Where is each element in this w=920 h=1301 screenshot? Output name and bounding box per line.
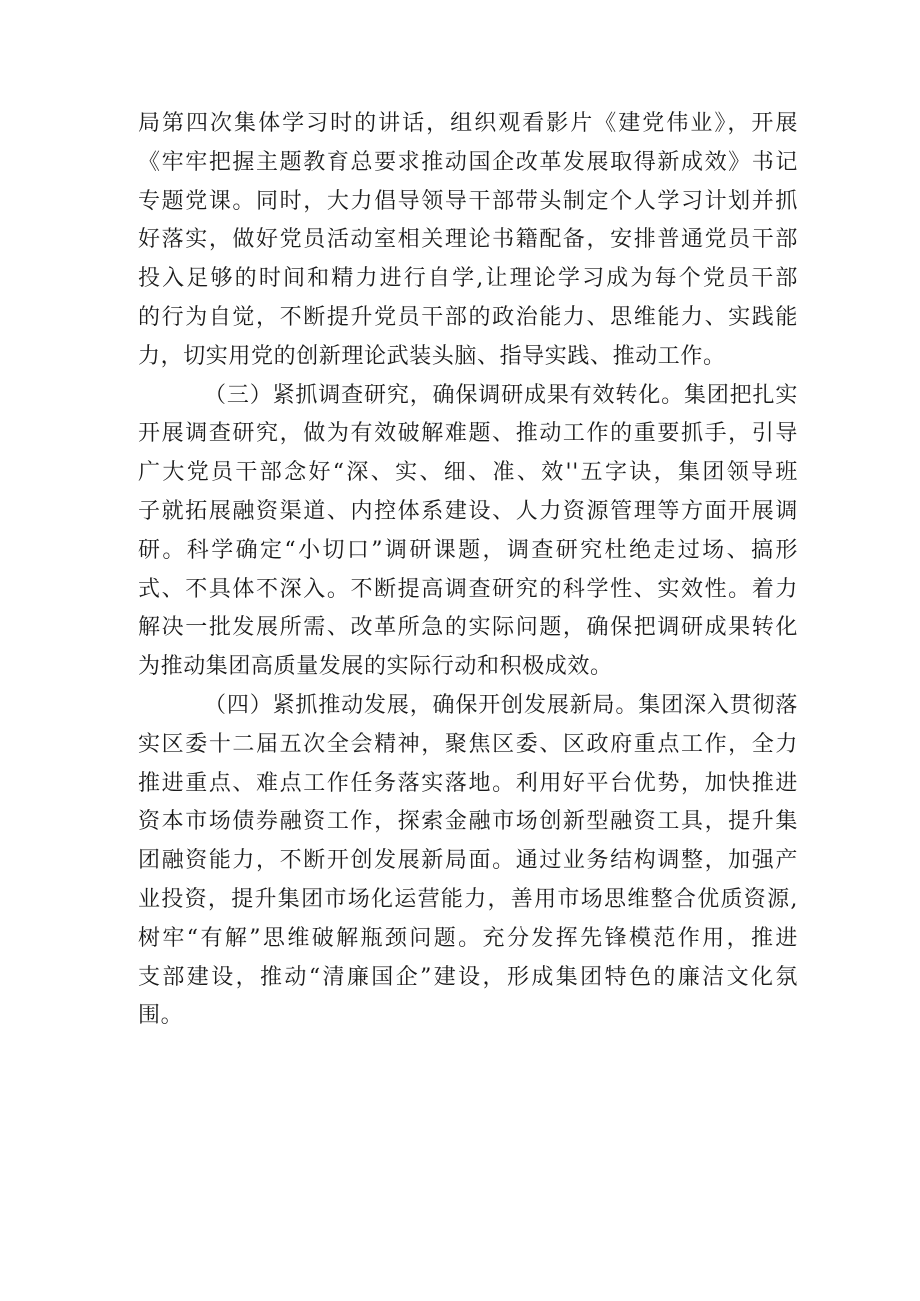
text-line: 资本市场债券融资工作，探索金融市场创新型融资工具，提升集: [138, 809, 798, 835]
text-line: 局第四次集体学习时的讲话，组织观看影片《建党伟业》，开展: [138, 111, 798, 136]
text-line-indented: （四）紧抓推动发展，确保开创发展新局。集团深入贯彻落: [204, 692, 798, 718]
text-line: 广大党员干部念好“深、实、细、准、效''五字诀，集团领导班: [138, 460, 798, 486]
text-line: 《牢牢把握主题教育总要求推动国企改革发展取得新成效》书记: [138, 149, 798, 175]
text-line: 好落实，做好党员活动室相关理论书籍配备，安排普通党员干部: [138, 227, 798, 253]
text-line: 支部建设，推动“清廉国企”建设，形成集团特色的廉洁文化氛: [138, 964, 798, 990]
text-line: 研。科学确定“小切口”调研课题，调查研究杜绝走过场、搞形: [138, 537, 798, 563]
paragraph-theory-study: [138, 105, 798, 377]
paragraph-development: [138, 687, 798, 1036]
text-line: 式、不具体不深入。不断提高调查研究的科学性、实效性。着力: [138, 576, 798, 602]
text-line: 为推动集团高质量发展的实际行动和积极成效。: [138, 654, 613, 680]
text-line: 专题党课。同时，大力倡导领导干部带头制定个人学习计划并抓: [138, 188, 798, 214]
text-line: 的行为自觉，不断提升党员干部的政治能力、思维能力、实践能: [138, 304, 798, 330]
text-line: 实区委十二届五次全会精神，聚焦区委、区政府重点工作，全力: [138, 731, 798, 757]
text-line: 业投资，提升集团市场化运营能力，善用市场思维整合优质资源,: [138, 886, 798, 912]
text-line: 围。: [138, 1003, 184, 1029]
text-line: 子就拓展融资渠道、内控体系建设、人力资源管理等方面开展调: [138, 498, 798, 524]
text-line: 开展调查研究，做为有效破解难题、推动工作的重要抓手，引导: [138, 421, 798, 447]
text-line: 力，切实用党的创新理论武装头脑、指导实践、推动工作。: [138, 343, 726, 369]
text-line: 投入足够的时间和精力进行自学,让理论学习成为每个党员干部: [138, 266, 798, 292]
text-line: 树牢“有解”思维破解瓶颈问题。充分发挥先锋模范作用，推进: [138, 925, 798, 951]
text-line: 推进重点、难点工作任务落实落地。利用好平台优势，加快推进: [138, 770, 798, 796]
text-line: 团融资能力，不断开创发展新局面。通过业务结构调整，加强产: [138, 848, 798, 874]
text-line-indented: （三）紧抓调查研究，确保调研成果有效转化。集团把扎实: [204, 382, 798, 408]
text-line: 解决一批发展所需、改革所急的实际问题，确保把调研成果转化: [138, 615, 798, 641]
paragraph-research: [138, 377, 798, 687]
document-body: [138, 105, 798, 1036]
